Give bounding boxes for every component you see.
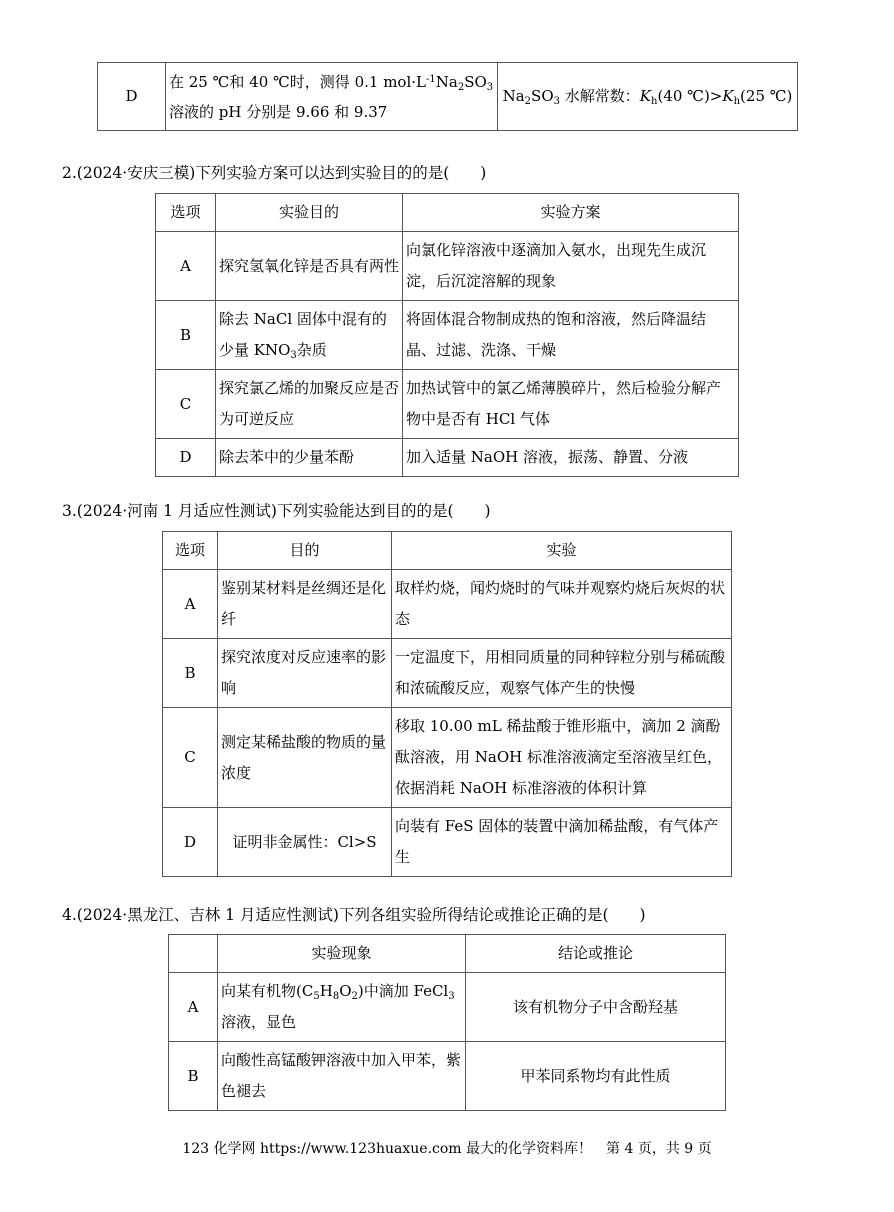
table-continued xyxy=(97,62,798,131)
experiment-cell: 一定温度下，用相同质量的同种锌粒分别与稀硫酸和浓硫酸反应，观察气体产生的快慢 xyxy=(392,639,732,708)
table-row xyxy=(156,301,739,370)
conclusion-cell: 甲苯同系物均有此性质 xyxy=(466,1042,726,1111)
header-purpose: 实验目的 xyxy=(216,194,403,232)
table-row xyxy=(169,1042,726,1111)
plan-cell: 将固体混合物制成热的饱和溶液，然后降温结晶、过滤、洗涤、干燥 xyxy=(403,301,739,370)
question-4-title: 4.(2024·黑龙江、吉林 1 月适应性测试)下列各组实验所得结论或推论正确的是( ) xyxy=(62,906,646,924)
method-cell: 在 25 ℃和 40 ℃时，测得 0.1 $mol\cdot L^{-1}Na_2SO_3$ 溶液的 pH 分别是 9.66 和 9.37 xyxy=(166,63,498,131)
experiment-cell: 取样灼烧，闻灼烧时的气味并观察灼烧后灰烬的状态 xyxy=(392,570,732,639)
question-4-table xyxy=(168,934,726,1111)
purpose-cell: 除去苯中的少量苯酚 xyxy=(216,439,403,477)
header-purpose: 目的 xyxy=(218,532,392,570)
purpose-cell: 鉴别某材料是丝绸还是化纤 xyxy=(218,570,392,639)
table-row xyxy=(156,370,739,439)
option-cell: A xyxy=(163,570,218,639)
table-header-row xyxy=(169,935,726,973)
page-footer: 123 化学网 https://www.123huaxue.com 最大的化学资料库！ 第 4 页，共 9 页 xyxy=(182,1141,712,1157)
option-cell: B xyxy=(163,639,218,708)
table-header-row xyxy=(156,194,739,232)
header-plan: 实验方案 xyxy=(403,194,739,232)
experiment-cell: 移取 10.00 mL 稀盐酸于锥形瓶中，滴加 2 滴酚酞溶液，用 NaOH 标准溶液滴定至溶液呈红色，依据消耗 NaOH 标准溶液的体积计算 xyxy=(392,708,732,808)
phenomenon-cell: 向酸性高锰酸钾溶液中加入甲苯，紫色褪去 xyxy=(218,1042,466,1111)
question-2-title: 2.(2024·安庆三模)下列实验方案可以达到实验目的的是( ) xyxy=(62,164,487,182)
header-option xyxy=(169,935,218,973)
conclusion-cell: 该有机物分子中含酚羟基 xyxy=(466,973,726,1042)
experiment-cell: 向装有 FeS 固体的装置中滴加稀盐酸，有气体产生 xyxy=(392,808,732,877)
option-cell: A xyxy=(156,232,216,301)
purpose-cell: 探究浓度对反应速率的影响 xyxy=(218,639,392,708)
table-row xyxy=(169,973,726,1042)
header-conclusion: 结论或推论 xyxy=(466,935,726,973)
option-cell: B xyxy=(156,301,216,370)
table-row xyxy=(156,439,739,477)
option-cell: D xyxy=(163,808,218,877)
purpose-cell: 探究氢氧化锌是否具有两性 xyxy=(216,232,403,301)
table-row xyxy=(163,808,732,877)
header-option: 选项 xyxy=(156,194,216,232)
plan-cell: 加热试管中的氯乙烯薄膜碎片，然后检验分解产物中是否有 HCl 气体 xyxy=(403,370,739,439)
table-row xyxy=(163,570,732,639)
table-row xyxy=(156,232,739,301)
header-phenomenon: 实验现象 xyxy=(218,935,466,973)
question-3-title: 3.(2024·河南 1 月适应性测试)下列实验能达到目的的是( ) xyxy=(62,502,491,520)
purpose-cell: 除去 NaCl 固体中混有的少量 $KNO_3$杂质 xyxy=(216,301,403,370)
conclusion-cell: $Na_2SO_3$ 水解常数：$K_h(40$ $℃)>K_h(25$ ℃) xyxy=(498,63,798,131)
phenomenon-cell: 向某有机物$(C_5H_8O_2)$中滴加 FeCl$_3$溶液，显色 xyxy=(218,973,466,1042)
option-cell: B xyxy=(169,1042,218,1111)
table-header-row xyxy=(163,532,732,570)
header-experiment: 实验 xyxy=(392,532,732,570)
purpose-cell: 证明非金属性：Cl>S xyxy=(218,808,392,877)
option-cell: C xyxy=(163,708,218,808)
header-option: 选项 xyxy=(163,532,218,570)
table-row xyxy=(163,639,732,708)
option-cell: A xyxy=(169,973,218,1042)
option-cell: D xyxy=(98,63,166,131)
plan-cell: 加入适量 NaOH 溶液，振荡、静置、分液 xyxy=(403,439,739,477)
question-2-table xyxy=(155,193,739,477)
option-cell: C xyxy=(156,370,216,439)
question-3-table xyxy=(162,531,732,877)
table-row xyxy=(163,708,732,808)
table-row xyxy=(98,63,798,131)
purpose-cell: 探究氯乙烯的加聚反应是否为可逆反应 xyxy=(216,370,403,439)
purpose-cell: 测定某稀盐酸的物质的量浓度 xyxy=(218,708,392,808)
option-cell: D xyxy=(156,439,216,477)
plan-cell: 向氯化锌溶液中逐滴加入氨水，出现先生成沉淀，后沉淀溶解的现象 xyxy=(403,232,739,301)
